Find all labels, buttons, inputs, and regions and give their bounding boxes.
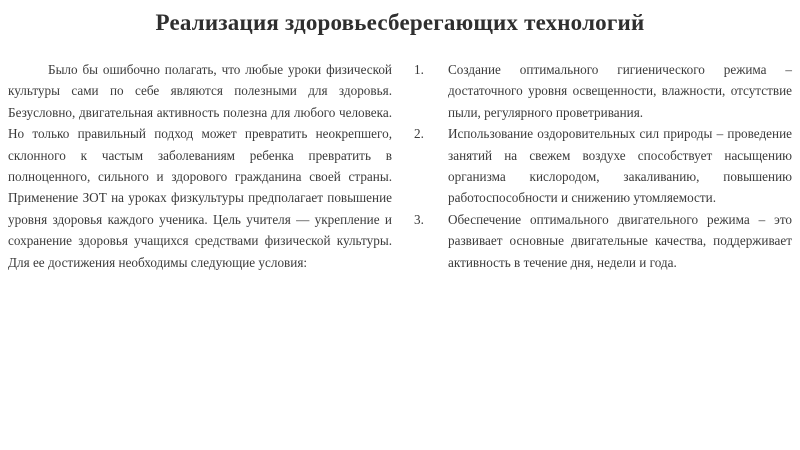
condition-number: 1. bbox=[414, 62, 424, 77]
condition-number: 2. bbox=[414, 126, 424, 142]
condition-number: 3. bbox=[414, 211, 424, 227]
slide-title: Реализация здоровьесберегающих технологий bbox=[155, 10, 645, 35]
intro-paragraph: Было бы ошибочно полагать, что любые уроки физической культуры сами по себе являются полезными для здоровья. Безусловно, двигательная активность полезна для любого человека. Но только правильный подход может превратить неокрепшего, склонного к частым заболеваниям ребенка превратить в полноценного, сильного и здорового гражданина своей страны. Применение ЗОТ на уроках физкультуры предполагает повышение уровня здоровья каждого ученика. Цель учителя — укрепление и сохранение здоровья учащихся средствами физической культуры. Для ее достижения необходимы следующие условия: bbox=[8, 62, 392, 270]
conditions-list bbox=[414, 59, 792, 273]
condition-item bbox=[414, 123, 792, 209]
condition-text: Использование оздоровительных сил природы – проведение занятий на свежем воздухе способствует насыщению организма кислородом, закаливанию, повышению работоспособности и снижению утомляемости. bbox=[448, 126, 792, 206]
condition-item bbox=[414, 59, 792, 123]
condition-text: Обеспечение оптимального двигательного режима – это развивает основные двигательные качества, поддерживает активность в течение дня, недели и года. bbox=[448, 211, 792, 270]
condition-item bbox=[414, 209, 792, 273]
condition-text: Создание оптимального гигиенического режима – достаточного уровня освещенности, влажности, отсутствие пыли, регулярного проветривания. bbox=[448, 62, 792, 120]
